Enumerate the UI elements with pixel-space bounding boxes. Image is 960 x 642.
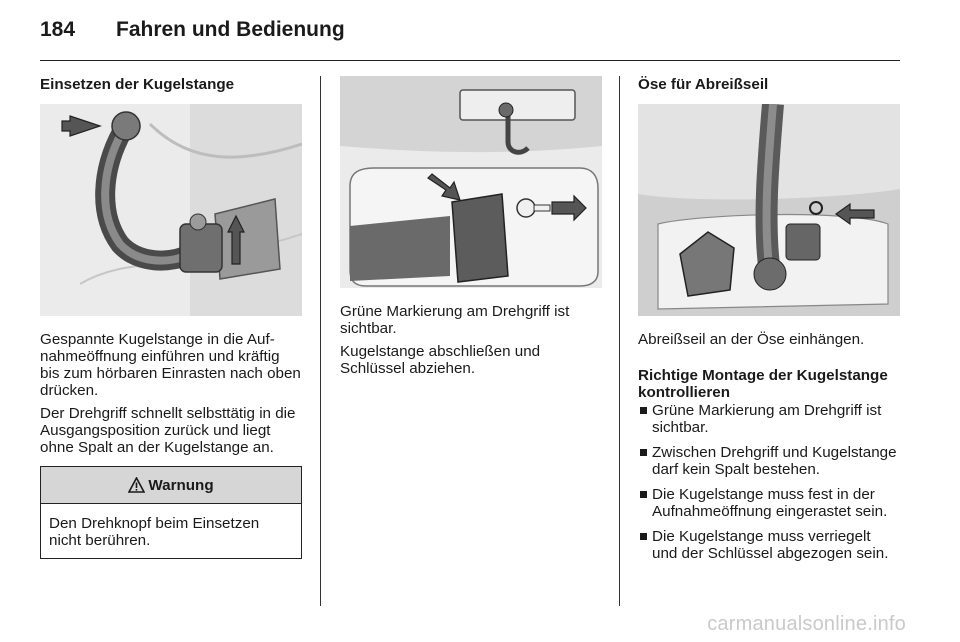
- figure-lock-key: [340, 76, 602, 288]
- figure-eyelet: [638, 104, 900, 316]
- list-item: Die Kugelstange muss fest in der Aufnahmeöffnung eingerastet sein.: [638, 486, 900, 520]
- column-divider-1: [320, 76, 321, 606]
- check-list: [638, 402, 900, 562]
- list-item: Zwischen Drehgriff und Kugelstange darf kein Spalt bestehen.: [638, 444, 900, 478]
- paragraph-insert-2: Der Drehgriff schnellt selbsttätig in die Ausgangsposition zurück und liegt ohne Spalt an der Kugelstange an.: [40, 405, 296, 456]
- page-title: Fahren und Bedienung: [116, 18, 345, 41]
- warning-box: [40, 466, 302, 559]
- warning-triangle-icon: [128, 477, 145, 493]
- section-heading-insert: Einsetzen der Kugelstange: [40, 76, 235, 93]
- column-divider-2: [619, 76, 620, 606]
- paragraph-lock-key: Kugelstange abschließen und Schlüssel abziehen.: [340, 343, 541, 377]
- warning-header: [41, 467, 301, 504]
- warning-title: Warnung: [148, 476, 214, 494]
- paragraph-hook-cable: Abreißseil an der Öse einhängen.: [638, 331, 865, 348]
- column-2: [340, 76, 602, 377]
- header-rule: [40, 60, 900, 61]
- paragraph-insert-1: Gespannte Kugelstange in die Aufnahmeöffnung einführen und kräftig bis zum hörbaren Einrasten nach oben drücken.: [40, 331, 301, 399]
- subheading-check-mounting: Richtige Montage der Kugelstange kontrollieren: [638, 367, 888, 401]
- watermark: carmanualsonline.info: [707, 613, 906, 635]
- warning-text: Den Drehknopf beim Einsetzen nicht berühren.: [49, 515, 260, 549]
- column-1: [40, 76, 302, 559]
- list-item: Grüne Markierung am Drehgriff ist sichtbar.: [638, 402, 900, 436]
- figure-towbar-insert: [40, 104, 302, 316]
- section-heading-eyelet: Öse für Abreißseil: [638, 76, 769, 93]
- list-item: Die Kugelstange muss verriegelt und der Schlüssel abgezogen sein.: [638, 528, 900, 562]
- paragraph-mark-visible: Grüne Markierung am Drehgriff ist sichtbar.: [340, 303, 570, 337]
- page-header: [40, 18, 345, 42]
- page-number: 184: [40, 18, 76, 41]
- column-3: [638, 76, 900, 570]
